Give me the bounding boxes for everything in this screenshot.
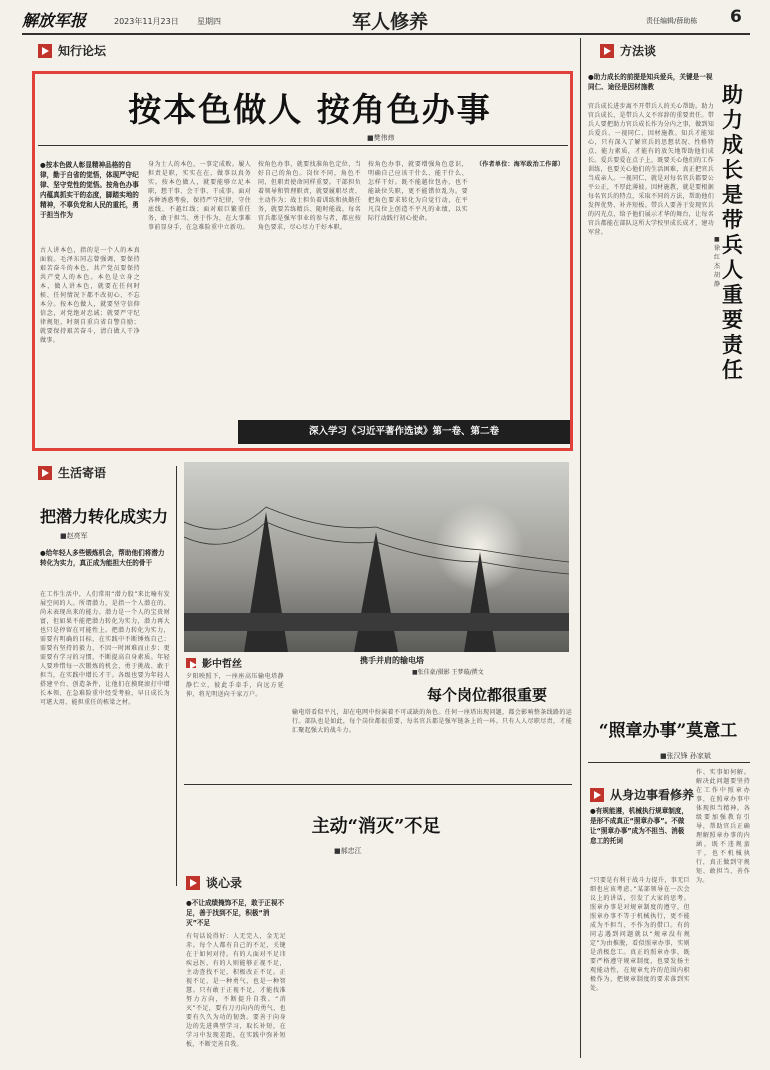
tanlu-body-col3 — [398, 872, 496, 1062]
column-divider — [176, 466, 177, 886]
shenghuo-title: 把潜力转化成实力 — [40, 507, 169, 526]
masthead — [22, 6, 750, 32]
article-source: （作者单位：海军政治工作部） — [476, 161, 565, 168]
section-marker-icon — [38, 44, 52, 58]
yingzhong-body: 输电塔看似平凡，却在电网中扮演着不可或缺的角色。任何一座塔出现问题，都会影响整条线路的运行。部队也是如此，每个岗位都很重要，每名官兵都是强军链条上的一环。只有人人尽职尽责，才能汇聚起强大的战斗力。 — [292, 709, 572, 734]
power-lines — [184, 462, 569, 652]
article-col-1: 古人讲本色，指的是一个人的本真面貌。毛泽东同志曾强调，要保持艰苦奋斗的本色，共产党员要保持共产党人的本色。本色是立身之本，做人讲本色，就要在任何时候、任何情况下都不改初心、不忘本分。按本色做人，就要坚守信仰信念，对党绝对忠诚；就要严守纪律规矩，时刻自重自省自警自励；就要保持艰苦奋斗，清白做人干净做事。 — [40, 247, 140, 344]
title-rule — [38, 145, 568, 146]
tanlu-body-col2 — [292, 872, 390, 1062]
article-col-2: 身为士人的本色，一事定成败。履人担责是职，实实在在，做事以真务实。按本色做人，就要能够立足本职，想干事、会干事、干成事。面对各种诱惑考验，保持严守纪律，守住底线、不越红线；面对艰巨繁重任务，敢于担当、勇于作为，在大事难事前显身手，在急难险重中立新功。 — [148, 161, 251, 231]
shenghuo-deck: ●给年轻人多些锻炼机会，帮助他们将潜力转化为实力，真正成为能担大任的骨干 — [40, 549, 165, 567]
tanlu-title: 主动“消灭”不足 — [311, 816, 441, 837]
issue-date: 2023年11月23日 — [114, 17, 179, 26]
article-title: 按本色做人 按角色办事 — [128, 90, 492, 129]
masthead-rule — [22, 33, 750, 35]
fangfa-deck: ●助力成长的前提是知兵爱兵，关键是一视同仁、途径是因材施教 — [588, 73, 713, 91]
section-zhixing: 知行论坛 — [38, 40, 338, 56]
section-shenghuo: 生活寄语 — [38, 462, 238, 478]
column-divider — [580, 38, 581, 1058]
article-byline: ■樊伟炜 — [367, 134, 395, 142]
tanlu-byline: ■郝忠江 — [334, 847, 362, 855]
article-col-3: 按角色办事，就要找准角色定位，当好自己的角色。岗位不同，角色不同，但职责使命同样重要。干部担负着领导和管理职责，就要履职尽责、主动作为；战士担负着训练和执勤任务，就要苦练精兵、随时能战。每名官兵都是强军事业的参与者，都应按角色要求，尽心尽力干好本职。 — [258, 161, 361, 231]
section-congshen: 从身边事看修养 — [590, 784, 750, 800]
shenghuo-body: 在工作生活中，人们常用“潜力股”来比喻有发展空间的人。所谓潜力，是指一个人潜在的、尚未表现出来的能力。潜力是一个人的宝贵财富，但如果不能把潜力转化为实力，潜力再大也只是停留在可能性上。把潜力转化为实力，需要有明确的目标，在实践中不断锤炼自己；需要有坚持的毅力，不因一时困难而止步；更需要有学习的习惯，不断提高自身素质。年轻人要珍惜每一次锻炼的机会，勇于挑战、敢于担当，在实践中增长才干。各级也要为年轻人搭建平台、创造条件，让他们在摸爬滚打中增长本领、在急难险重中经受考验，早日成长为可堪大用、能担重任的栋梁之材。 — [40, 591, 170, 706]
article-col-4: 按角色办事，就要增强角色意识，明确自己应该干什么、能干什么、怎样干好。既不能越位包办，也不能缺位失职，更不能错位乱为。要把角色要求转化为自觉行动，在平凡岗位上创造不平凡的业绩，以实际行动践行初心使命。 — [368, 161, 468, 222]
fangfa-body: 官兵成长进步离不开带兵人的关心帮助。助力官兵成长，是带兵人义不容辞的重要责任。带兵人要把助力官兵成长作为分内之事，做到知兵爱兵、一视同仁、因材施教。知兵才能知心，只有深入了解官兵的思想状况、性格特点、能力素质，才能有的放矢地帮助他们成长。爱兵要爱在点子上，既要关心他们的工作训练，也要关心他们的生活困难，真正把官兵当成亲人。一视同仁，就是对每名官兵都要公平公正，不厚此薄彼。因材施教，就是要根据每名官兵的特点，采取不同的方法，帮助他们发挥优势、补齐短板。带兵人要善于发现官兵的闪光点，给予他们展示才华的舞台，让每名官兵都能在部队这所大学校里成长成才，建功军营。 — [588, 103, 714, 236]
tanlu-body: 有句话说得好：人无完人，金无足赤。每个人都有自己的不足，关键在于如何对待。有的人面对不足讳疾忌医，有的人则能够正视不足，主动查找不足，积极改正不足。正视不足，是一种勇气，也是一种智慧。只有敢于正视不足，才能找准努力方向，不断提升自我。“消灭”不足，要有刀刃向内的勇气，也要有久久为功的韧劲。要善于向身边的先进典型学习，取长补短，在学习中发现差距，在实践中弥补短板，不断完善自我。 — [186, 933, 286, 1048]
fangfa-body-lower-1 — [588, 556, 668, 686]
section-fangfa: 方法谈 — [600, 40, 720, 56]
zhaozhao-byline: ■张汉锋 孙家斌 — [660, 752, 711, 760]
issue-weekday: 星期四 — [197, 17, 221, 26]
yingzhong-intro: 夕阳映照下，一座座高压输电塔静静伫立，彼此手牵手，向远方延伸，将光明送向千家万户。 — [186, 673, 284, 698]
page-editor: 责任编辑/薛助栋 — [646, 17, 698, 25]
section-rule — [184, 784, 572, 785]
fangfa-byline: ■徐红杰 胡静 — [714, 236, 721, 288]
photo-caption: 携手并肩的输电塔 — [360, 656, 424, 665]
yingzhong-title: 每个岗位都很重要 — [426, 686, 547, 704]
section-tanxin: 谈心录 — [186, 872, 286, 888]
page-number: 6 — [730, 7, 742, 27]
tanlu-deck: ●不让成绩掩饰不足，敢于正视不足，善于找到不足，积极“消灭”不足 — [186, 899, 285, 927]
fangfa-title: 助力成长是带兵人重要责任 — [722, 82, 743, 382]
congshen-deck: ●有规能遵，机械执行规章制度，是形不成真正“照章办事”。不做让“照章办事”成为不担当、消极怠工的托词 — [590, 807, 689, 845]
section-title: 军人修养 — [352, 11, 429, 33]
section-rule — [588, 762, 750, 763]
section-yingzhong: 影中哲丝 — [186, 652, 306, 668]
section-marker-icon — [186, 876, 200, 890]
zhaozhao-title: “照章办事”莫意工 — [598, 721, 738, 741]
article-deck: ●按本色做人彰显精神品格的自律，勤于自省的觉悟，体现严守纪律、坚守党性的觉悟。按角色办事内蕴真抓实干的态度，脚踏实地的精神，不辜负党和人民的重托，勇于担当作为 — [40, 161, 139, 219]
congshen-body: “只要是有利于战斗力提升，事无巨细也应该考虑。”某部领导在一次会议上的讲话，引发了大家的思考。照章办事是对规章制度的遵守，但照章办事不等于机械执行，更不能成为不担当、不作为的借口。有的同志遇到问题就以“规章没有规定”为由推脱，看似照章办事，实则是消极怠工。真正的照章办事，既要严格遵守规章制度，也要发扬主观能动性，在规章允许的范围内积极作为，把规章制度的要求落到实处。 — [590, 877, 690, 992]
power-tower-photo — [184, 462, 569, 652]
congshen-body-col2: 作、实事如何解。解决此问题要坚持在工作中照章办事，在照章办事中体现担当精神。各级要加强教育引导，帮助官兵正确理解照章办事的内涵，既不违规蛮干，也不机械执行，真正做到守规矩、敢担当、善作为。 — [696, 769, 750, 884]
section-marker-icon — [38, 466, 52, 480]
article-col-5 — [476, 160, 568, 290]
paper-name: 解放军报 — [22, 11, 87, 30]
section-marker-icon — [590, 788, 604, 802]
section-marker-icon — [600, 44, 614, 58]
series-banner: 深入学习《习近平著作选读》第一卷、第二卷 — [238, 420, 570, 444]
section-marker-icon — [186, 658, 196, 668]
yingzhong-byline: ■张佳豪/摄影 王梦璇/撰文 — [412, 669, 484, 676]
shenghuo-byline: ■赵亮军 — [60, 532, 88, 540]
fangfa-body-lower-2 — [672, 556, 750, 686]
